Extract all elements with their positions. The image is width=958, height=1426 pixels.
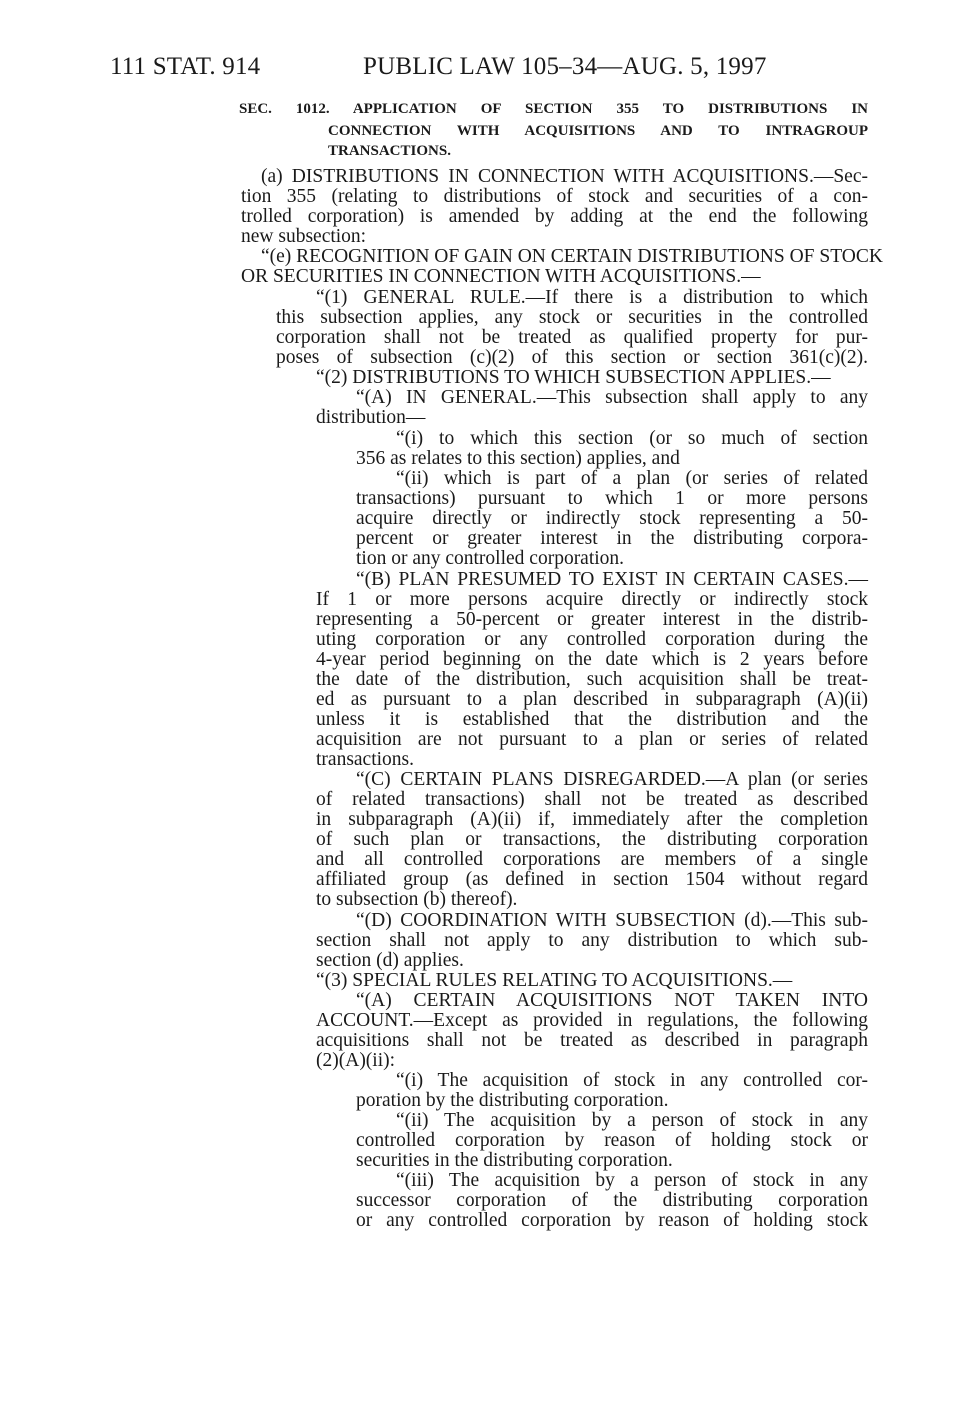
statute-page-number: 111 STAT. 914 [110,53,261,80]
text-line: trolled corporation) is amended by adding at the end the following [241,206,868,227]
text-line: (2)(A)(ii): [316,1050,396,1071]
text-line: 356 as relates to this section) applies, and [356,448,680,469]
text-line: acquisitions shall not be treated as described in paragraph [316,1030,868,1051]
text-line: successor corporation of the distributing corporation [356,1190,868,1211]
text-line: “(ii) which is part of a plan (or series of related [396,468,868,489]
text-line: to subsection (b) thereof). [316,889,518,910]
text-line: “(A) IN GENERAL.—This subsection shall apply to any [356,387,868,408]
text-line: tion or any controlled corporation. [356,548,625,569]
text-line: corporation shall not be treated as qualified property for pur- [276,327,868,348]
text-line: “(C) CERTAIN PLANS DISREGARDED.—A plan (or series [356,769,868,790]
text-line: “(1) GENERAL RULE.—If there is a distribution to which [316,287,868,308]
text-line: securities in the distributing corporation. [356,1150,673,1171]
text-line: new subsection: [241,226,367,247]
text-line: “(e) RECOGNITION OF GAIN ON CERTAIN DISTRIBUTIONS OF STOCK [261,246,883,267]
section-heading-line: SEC. 1012. APPLICATION OF SECTION 355 TO DISTRIBUTIONS IN [239,101,868,117]
text-line: uting corporation or any controlled corporation during the [316,629,868,650]
text-line: affiliated group (as defined in section 1504 without regard [316,869,868,890]
text-line: of related transactions) shall not be treated as described [316,789,868,810]
section-heading-line: TRANSACTIONS. [328,143,451,159]
text-line: ACCOUNT.—Except as provided in regulations, the following [316,1010,868,1031]
text-line: or any controlled corporation by reason of holding stock [356,1210,868,1231]
text-line: “(i) to which this section (or so much of section [396,428,868,449]
text-line: controlled corporation by reason of holding stock or [356,1130,868,1151]
text-line: “(iii) The acquisition by a person of stock in any [396,1170,868,1191]
text-line: the date of the distribution, such acquisition shall be treat- [316,669,868,690]
text-line: section shall not apply to any distribution to which sub- [316,930,868,951]
text-line: representing a 50-percent or greater interest in the distrib- [316,609,868,630]
text-line: acquisition are not pursuant to a plan or series of related [316,729,868,750]
text-line: of such plan or transactions, the distributing corporation [316,829,868,850]
text-line: ed as pursuant to a plan described in subparagraph (A)(ii) [316,689,868,710]
text-line: in subparagraph (A)(ii) if, immediately after the completion [316,809,868,830]
text-line: “(i) The acquisition of stock in any controlled cor- [396,1070,868,1091]
text-line: poration by the distributing corporation. [356,1090,669,1111]
section-heading-line: CONNECTION WITH ACQUISITIONS AND TO INTRAGROUP [328,123,868,139]
text-line: unless it is established that the distribution and the [316,709,868,730]
text-line: transactions) pursuant to which 1 or more persons [356,488,868,509]
public-law-header: PUBLIC LAW 105–34—AUG. 5, 1997 [363,53,767,80]
text-line: this subsection applies, any stock or securities in the controlled [276,307,868,328]
text-line: tion 355 (relating to distributions of stock and securities of a con- [241,186,868,207]
text-line: acquire directly or indirectly stock representing a 50- [356,508,868,529]
text-line: distribution— [316,407,426,428]
text-line: (a) DISTRIBUTIONS IN CONNECTION WITH ACQUISITIONS.—Sec- [261,166,868,187]
text-line: “(B) PLAN PRESUMED TO EXIST IN CERTAIN CASES.— [356,569,868,590]
text-line: transactions. [316,749,415,770]
text-line: “(3) SPECIAL RULES RELATING TO ACQUISITIONS.— [316,970,793,991]
text-line: percent or greater interest in the distributing corpora- [356,528,868,549]
text-line: 4-year period beginning on the date which is 2 years before [316,649,868,670]
text-line: If 1 or more persons acquire directly or indirectly stock [316,589,868,610]
text-line: section (d) applies. [316,950,464,971]
text-line: “(2) DISTRIBUTIONS TO WHICH SUBSECTION APPLIES.— [316,367,831,388]
text-line: and all controlled corporations are members of a single [316,849,868,870]
text-line: “(D) COORDINATION WITH SUBSECTION (d).—This sub- [356,910,868,931]
text-line: “(A) CERTAIN ACQUISITIONS NOT TAKEN INTO [356,990,868,1011]
text-line: “(ii) The acquisition by a person of stock in any [396,1110,868,1131]
text-line: OR SECURITIES IN CONNECTION WITH ACQUISITIONS.— [241,266,761,287]
text-line: poses of subsection (c)(2) of this section or section 361(c)(2). [276,347,868,368]
